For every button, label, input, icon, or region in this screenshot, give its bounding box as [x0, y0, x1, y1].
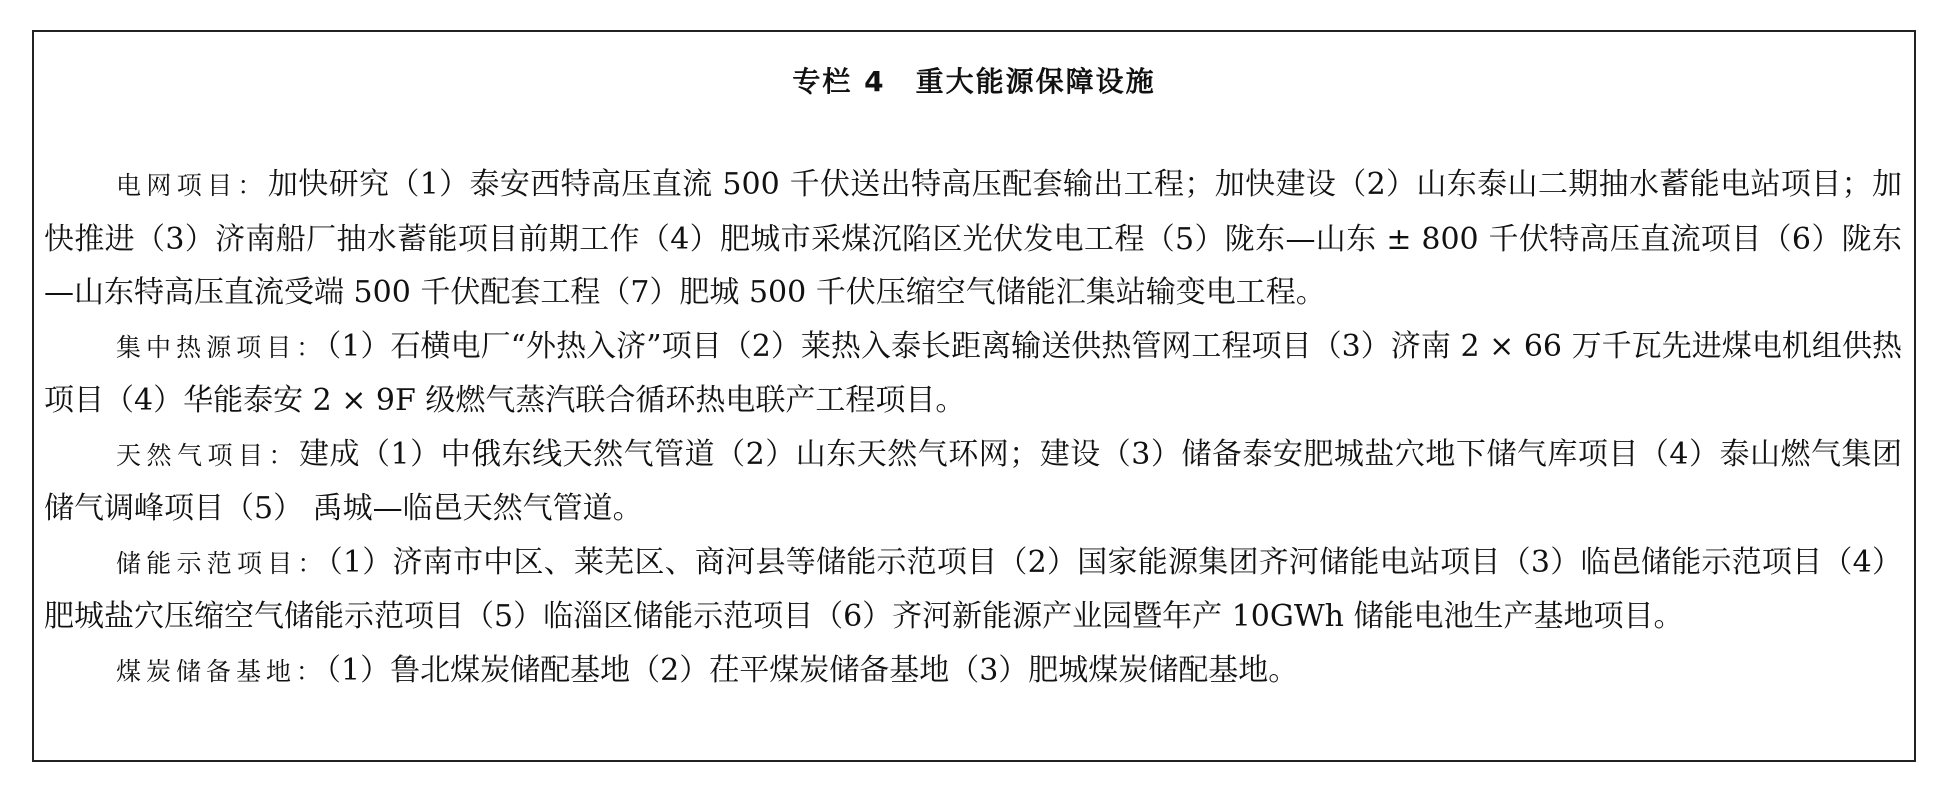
- box-content: [44, 158, 1902, 698]
- section-central-heating: [44, 320, 1902, 428]
- box-title: 专栏 4 重大能源保障设施: [792, 65, 1156, 98]
- section-text: 加快研究（1）泰安西特高压直流 500 千伏送出特高压配套输出工程；加快建设（2）山东泰山二期抽水蓄能电站项目；加快推进（3）济南船厂抽水蓄能项目前期工作（4）肥城市采煤沉陷区光伏发电工程（5）陇东—山东 ± 800 千伏特高压直流项目（6）陇东—山东特高压直流受端 500 千伏配套工程（7）肥城 500 千伏压缩空气储能汇集站输变电工程。: [44, 167, 1902, 310]
- section-text: （1）济南市中区、莱芜区、商河县等储能示范项目（2）国家能源集团齐河储能电站项目（3）临邑储能示范项目（4）肥城盐穴压缩空气储能示范项目（5）临淄区储能示范项目（6）齐河新能源产业园暨年产 10GWh 储能电池生产基地项目。: [44, 544, 1902, 634]
- section-text: 建成（1）中俄东线天然气管道（2）山东天然气环网；建设（3）储备泰安肥城盐穴地下储气库项目（4）泰山燃气集团储气调峰项目（5） 禹城—临邑天然气管道。: [44, 436, 1902, 526]
- section-label: 电网项目：: [116, 171, 268, 200]
- section-label: 集中热源项目：: [116, 332, 327, 362]
- section-natural-gas: [44, 428, 1902, 536]
- section-energy-storage: [44, 536, 1902, 644]
- section-power-grid: [44, 158, 1902, 320]
- section-text: （1）石横电厂“外热入济”项目（2）莱热入泰长距离输送供热管网工程项目（3）济南 2 × 66 万千瓦先进煤电机组供热项目（4）华能泰安 2 × 9F 级燃气蒸汽联合循环热电联产工程项目。: [44, 328, 1902, 418]
- section-label: 天然气项目：: [116, 440, 300, 470]
- section-coal-reserve: [44, 644, 1902, 699]
- column-box: [32, 30, 1916, 762]
- section-label: 煤炭储备基地：: [116, 656, 327, 686]
- section-text: （1）鲁北煤炭储配基地（2）茌平煤炭储备基地（3）肥城煤炭储配基地。: [326, 652, 1299, 688]
- section-label: 储能示范项目：: [116, 548, 328, 578]
